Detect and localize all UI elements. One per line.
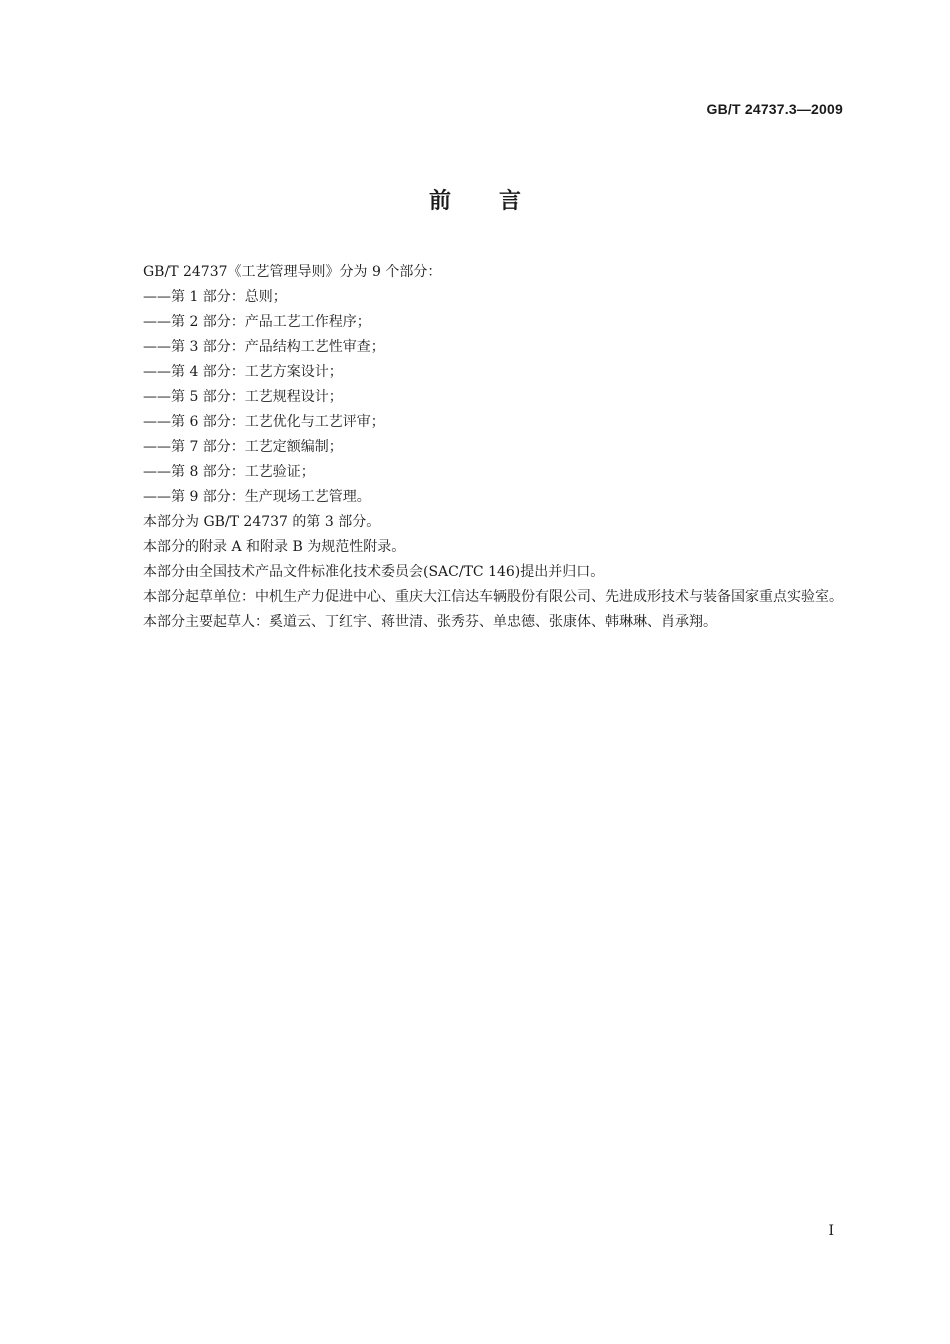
list-item-part-7: ——第 7 部分：工艺定额编制； <box>143 439 343 455</box>
list-item-part-8: ——第 8 部分：工艺验证； <box>143 464 315 480</box>
paragraph-drafters: 本部分主要起草人：奚道云、丁红宇、蒋世清、张秀芬、单忠德、张康体、韩琳琳、肖承翔。 <box>143 614 717 630</box>
list-item-part-2: ——第 2 部分：产品工艺工作程序； <box>143 314 371 330</box>
paragraph-proposer: 本部分由全国技术产品文件标准化技术委员会(SAC/TC 146)提出并归口。 <box>143 564 605 580</box>
paragraph-intro: GB/T 24737《工艺管理导则》分为 9 个部分： <box>143 264 442 280</box>
list-item-part-9: ——第 9 部分：生产现场工艺管理。 <box>143 489 371 505</box>
paragraph-drafting-units: 本部分起草单位：中机生产力促进中心、重庆大江信达车辆股份有限公司、先进成形技术与装备国家重点实验室。 <box>143 589 843 605</box>
standard-number: GB/T 24737.3—2009 <box>706 101 843 117</box>
foreword-body <box>108 260 844 635</box>
paragraph-annex-statement: 本部分的附录 A 和附录 B 为规范性附录。 <box>143 539 406 555</box>
list-item-part-1: ——第 1 部分：总则； <box>143 289 287 305</box>
list-item-part-5: ——第 5 部分：工艺规程设计； <box>143 389 343 405</box>
page-title: 前言 <box>428 189 569 214</box>
list-item-part-4: ——第 4 部分：工艺方案设计； <box>143 364 343 380</box>
list-item-part-6: ——第 6 部分：工艺优化与工艺评审； <box>143 414 385 430</box>
list-item-part-3: ——第 3 部分：产品结构工艺性审查； <box>143 339 385 355</box>
page-number: I <box>828 1223 834 1239</box>
paragraph-part-statement: 本部分为 GB/T 24737 的第 3 部分。 <box>143 514 381 530</box>
